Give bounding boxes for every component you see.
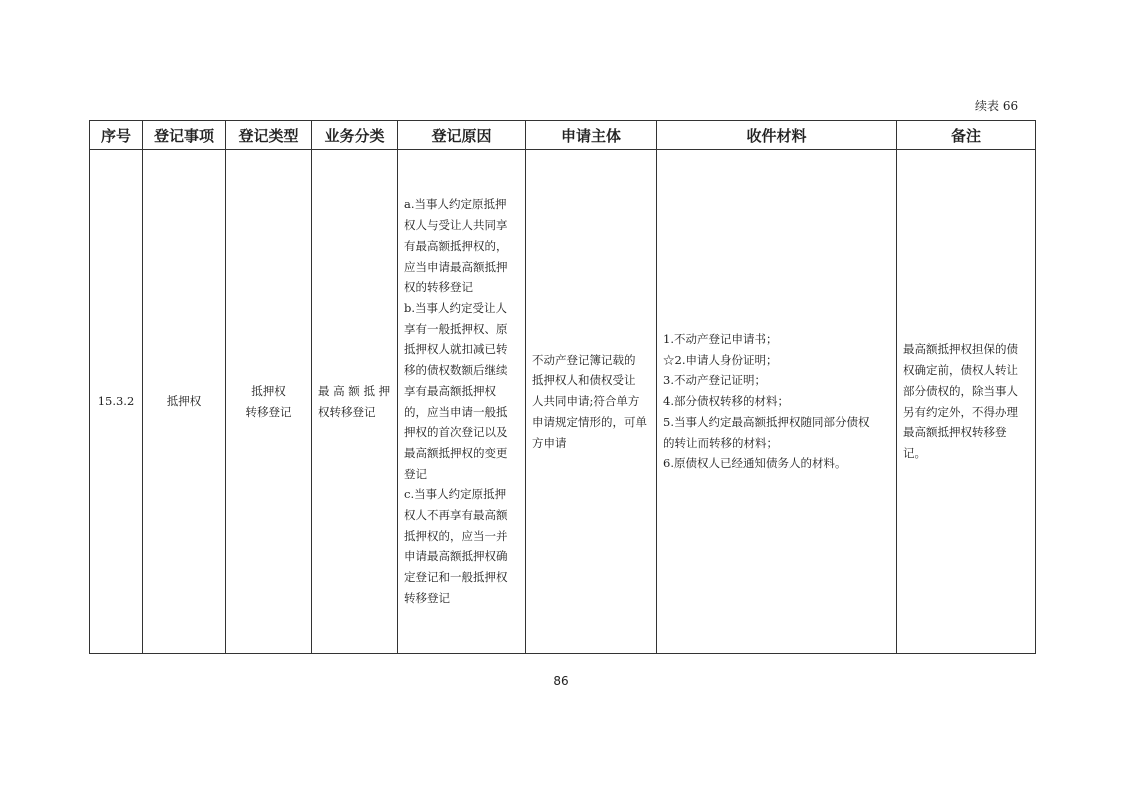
materials-line: 1.不动产登记申请书； — [663, 332, 778, 347]
reason-line: 抵押权的，应当一并 — [404, 528, 508, 543]
reason-line: 权的转移登记 — [404, 280, 473, 295]
cell-seq: 15.3.2 — [90, 150, 143, 654]
reason-line: 登记 — [404, 466, 427, 481]
header-applicant: 申请主体 — [526, 121, 657, 150]
reason-line: 有最高额抵押权的， — [404, 238, 508, 253]
header-category: 业务分类 — [312, 121, 398, 150]
reason-line: 定登记和一般抵押权 — [404, 570, 508, 585]
reason-line: 权人与受让人共同享 — [404, 218, 508, 233]
materials-line: 6.原债权人已经通知债务人的材料。 — [663, 456, 847, 471]
reason-line: 最高额抵押权的变更 — [404, 445, 508, 460]
reason-line: 享有一般抵押权、原 — [404, 321, 508, 336]
applicant-line: 人共同申请;符合单方 — [532, 394, 640, 409]
type-line: 抵押权 — [251, 383, 286, 398]
header-item: 登记事项 — [143, 121, 226, 150]
header-reason: 登记原因 — [398, 121, 526, 150]
reason-line: 申请最高额抵押权确 — [404, 549, 508, 564]
cell-type — [226, 150, 312, 654]
cell-applicant — [526, 150, 657, 654]
applicant-line: 申请规定情形的，可单 — [532, 414, 647, 429]
header-seq: 序号 — [90, 121, 143, 150]
reason-line: a.当事人约定原抵押 — [404, 197, 507, 212]
reason-line: 享有最高额抵押权 — [404, 383, 496, 398]
materials-line: 3.不动产登记证明； — [663, 373, 766, 388]
registration-table — [89, 120, 1036, 654]
category-line: 权转移登记 — [318, 404, 376, 419]
materials-line: ☆2.申请人身份证明； — [663, 352, 778, 367]
reason-line: b.当事人约定受让人 — [404, 300, 508, 315]
type-line: 转移登记 — [245, 404, 292, 419]
notes-line: 最高额抵押权担保的债 — [903, 342, 1018, 357]
notes-line: 记。 — [903, 445, 926, 460]
reason-line: 转移登记 — [404, 590, 450, 605]
notes-line: 部分债权的，除当事人 — [903, 383, 1018, 398]
cell-item: 抵押权 — [143, 150, 226, 654]
reason-line: 押权的首次登记以及 — [404, 425, 508, 440]
table-row — [90, 150, 1036, 654]
header-notes: 备注 — [897, 121, 1036, 150]
notes-line: 最高额抵押权转移登 — [903, 425, 1007, 440]
cell-materials — [657, 150, 897, 654]
header-type: 登记类型 — [226, 121, 312, 150]
reason-line: 应当申请最高额抵押 — [404, 259, 508, 274]
category-line: 最 高 额 抵 押 — [318, 383, 391, 398]
header-materials: 收件材料 — [657, 121, 897, 150]
reason-line: 权人不再享有最高额 — [404, 508, 508, 523]
applicant-line: 不动产登记簿记载的 — [532, 352, 636, 367]
notes-line: 另有约定外，不得办理 — [903, 404, 1018, 419]
materials-line: 4.部分债权转移的材料； — [663, 394, 789, 409]
reason-line: 移的债权数额后继续 — [404, 363, 508, 378]
reason-line: 抵押权人就扣减已转 — [404, 342, 508, 357]
applicant-line: 抵押权人和债权受让 — [532, 373, 636, 388]
materials-line: 的转让而转移的材料； — [663, 435, 778, 450]
cell-category — [312, 150, 398, 654]
table-header-row — [90, 121, 1036, 150]
page-number: 86 — [553, 674, 569, 688]
materials-line: 5.当事人约定最高额抵押权随同部分债权 — [663, 414, 870, 429]
applicant-line: 方申请 — [532, 435, 567, 450]
notes-line: 权确定前，债权人转让 — [903, 363, 1018, 378]
cell-notes — [897, 150, 1036, 654]
reason-line: c.当事人约定原抵押 — [404, 487, 507, 502]
cell-reason — [398, 150, 526, 654]
continued-table-label: 续表 66 — [975, 99, 1019, 113]
reason-line: 的，应当申请一般抵 — [404, 404, 508, 419]
